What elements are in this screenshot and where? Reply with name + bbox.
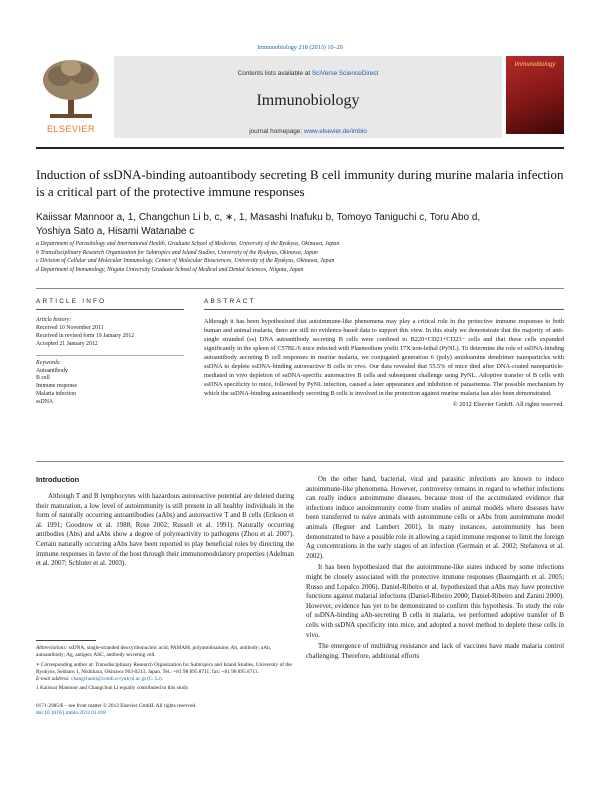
journal-reference[interactable]: Immunobiology 218 (2013) 10–20 <box>257 44 343 51</box>
article-info-panel <box>36 298 184 407</box>
intro-paragraph-2: On the other hand, bacterial, viral and parasitic infections are known to induce autoimmune-like phenomena. However, controversy remains in regard to whether infections can really induce autoimmune diseases, because most of the accumulated evidence that infections induce autoimmunity come from studies of animal models where diseases have been transferred to naïve animals with autoimmune cells or aAbs from autoimmune model animals (Regner and Lambert 2001). In many instances, autoimmunity has been demonstrated to have a possible role in allowing a rapid immune response to limit the foreign Ag concentrations in the early stages of an infection (Germain et al. 2002; Stefanova et al. 2002). <box>306 476 564 560</box>
homepage-prefix: journal homepage: <box>249 128 304 135</box>
contents-line <box>114 70 502 77</box>
email-link[interactable]: changchunli@comb.u-ryukyu.ac.jp (C. Li). <box>69 676 163 683</box>
author-line-1: Kaiissar Mannoor a, 1, Changchun Li b, c, ∗, 1, Masashi Inafuku b, Tomoyo Taniguchi c, Toru Abo d, <box>36 212 481 223</box>
intro-paragraph-4: The emergence of multidrug resistance and lack of vaccines have made malaria control challenging. Therefore, additional efforts <box>306 643 564 660</box>
history-received: Received 10 November 2011 <box>36 324 104 331</box>
author-list <box>36 211 564 239</box>
affiliation-d: d Department of Immunology, Niigata University Graduate School of Medical and Dental Sciences, Niigata, Japan <box>36 266 304 273</box>
history-label: Article history: <box>36 317 72 323</box>
abbreviations-label: Abbreviations: <box>36 645 68 651</box>
sciencedirect-link[interactable]: SciVerse ScienceDirect <box>311 70 379 77</box>
masthead-rule <box>36 147 564 149</box>
doi-line <box>36 710 294 717</box>
publisher-name: ELSEVIER <box>46 124 96 134</box>
history-revised: Received in revised form 19 January 2012 <box>36 332 135 339</box>
abstract-text: Although it has been hypothesized that autoimmune-like phenomena may play a critical role in the protective immune responses to both human and animal malaria, there are still no evidence-based data to support this view. In this study we demonstrate that the majority of anti-single stranded (ss) DNA autoantibody secreting B cells were confined to B220+CD21+CD23− cells and that these cells expanded significantly in the spleen of C57BL/6 mice infected with Plasmodium yoelii 17X non-lethal (PyNL). To determine the role of ssDNA-binding autoantibody secreting B cell responses in murine malaria, we conjugated generation 6 (poly) amidoamine dendrimer nanoparticles with ssDNA to deplete ssDNA-binding autoreactive B cells in vivo. Our data revealed that 55.5% of mice died after DNA-coated nanoparticle-mediated in vivo depletion of ssDNA-specific autoreactive B cells and subsequent challenge using PyNL. Adoptive transfer of B cells with ssDNA specificity to mice, followed by PyNL infection, caused a later appearance and inhibition of parasitemia. The possible mechanism by which the ssDNA-binding autoantibody secreting B cells is involved in the protection against murine malaria has also been demonstrated. <box>204 318 564 398</box>
contents-prefix: Contents lists available at <box>237 70 312 77</box>
issn-line: 0171-2985/$ – see front matter © 2012 Elsevier GmbH. All rights reserved. <box>36 702 197 709</box>
footnote-abbreviations <box>36 645 294 660</box>
keyword-item: ssDNA <box>36 399 54 406</box>
keywords-rule <box>36 355 184 356</box>
intro-paragraph-3: It has been hypothesized that the autoimmune-like states induced by some infections might be closely associated with the protective immune responses (Baumgarth et al. 2005; Russo and Lopalco 2006). Daniel-Ribeiro et al. hypothesized that aAbs may have protective functions against malarial infections (Daniel-Ribeiro 2000; Daniel-Ribeiro and Zanini 2000). However, evidence has yet to be demonstrated to confirm this hypothesis. To study the role of ssDNA-binding aAb-secreting B cells in malaria, we performed adoptive transfer of B cells with ssDNA specificity into mice, and adopted a novel method to deplete these cells in vivo. <box>306 564 564 639</box>
keyword-item: Malaria infection <box>36 391 77 398</box>
header-divider <box>36 288 564 289</box>
abstract-heading: ABSTRACT <box>204 298 256 305</box>
journal-homepage-line <box>114 128 502 135</box>
keyword-item: B cell <box>36 375 50 382</box>
affiliation-a: a Department of Parasitology and International Health, Graduate School of Medicine, University of the Ryukyus, Okinawa, Japan <box>36 241 340 247</box>
intro-paragraph-1: Although T and B lymphocytes with hazardous autoreactive potential are deleted during their maturation, a low level of autoimmunity is still present in all healthy individuals in the form of naturally occurring autoantibodies (aAbs) and autoreactive T and B cells (Erikson et al. 1991; Goodnow et al. 1988; Rose 2002; Russell et al. 1991). Naturally occurring antibodies (Abs) and aAbs show a degree of polyreactivity to pathogens (Zhou et al. 2007). Certain naturally occurring aAbs have been reported to play beneficial roles by directing the immune responses in favor of the host through their immunomodulatory properties (Adelman et al. 2007; Schluter et al. 2003). <box>36 493 294 568</box>
abstract-divider <box>36 461 564 462</box>
footnotes <box>36 640 294 717</box>
keywords-label: Keywords: <box>36 359 61 366</box>
cover-title: Immunobiology <box>514 62 556 68</box>
footnote-rule <box>36 640 96 641</box>
journal-masthead <box>36 56 564 142</box>
footnote-equal-contribution: 1 Kaiissar Mannoor and Changchun Li equally contributed to this study. <box>36 685 190 692</box>
article-info-rule <box>36 309 184 310</box>
left-column <box>36 475 294 569</box>
right-column <box>306 475 564 661</box>
affiliation-c: c Division of Cellular and Molecular Immunology, Center of Molecular Biosciences, University of the Ryukyus, Okinawa, Japan <box>36 258 335 265</box>
author-line-2: Yoshiya Sato a, Hisami Watanabe c <box>36 226 195 237</box>
journal-cover-thumbnail <box>506 56 564 134</box>
keyword-item: Immune response <box>36 383 78 390</box>
abbreviations-text: ssDNA, single-stranded deoxyribonucleic acid; PAMAM, polyamidoamine; Ab, antibody; aAb, autoantibody; Ag, antigen; ASC, antibody secreting cell. <box>36 645 272 659</box>
introduction-heading: Introduction <box>36 475 80 484</box>
email-label: E-mail address: <box>36 676 70 683</box>
affiliation-b: b Transdisciplinary Research Organization for Subtropics and Island Studies, University of the Ryukyus, Okinawa, Japan <box>36 249 318 256</box>
abstract-panel <box>204 298 564 408</box>
abstract-rule <box>204 309 564 310</box>
doi-link[interactable]: doi:10.1016/j.imbio.2012.01.018 <box>36 710 106 717</box>
footnote-email <box>36 676 294 683</box>
abstract-copyright: © 2012 Elsevier GmbH. All rights reserved. <box>452 401 564 409</box>
history-accepted: Accepted 21 January 2012 <box>36 340 98 347</box>
journal-name: Immunobiology <box>256 92 360 109</box>
affiliations <box>36 240 564 274</box>
homepage-link[interactable]: www.elsevier.de/imbio <box>303 128 367 135</box>
article-info-heading: ARTICLE INFO <box>36 298 107 305</box>
keyword-item: Autoantibody <box>36 367 68 374</box>
footnote-corresponding: ∗ Corresponding author at: Transdisciplinary Research Organization for Subtropics and Island Studies, University of the Ryukyus, Senbaru 1, Nishihara, Okinawa 903-0213, Japan. Tel.: +81 98 895 8711; fax: +81 98 895 8711. <box>36 661 292 675</box>
article-title: Induction of ssDNA-binding autoantibody secreting B cell immunity during murine malaria infection is a critical part of the protective immune responses <box>36 167 564 199</box>
